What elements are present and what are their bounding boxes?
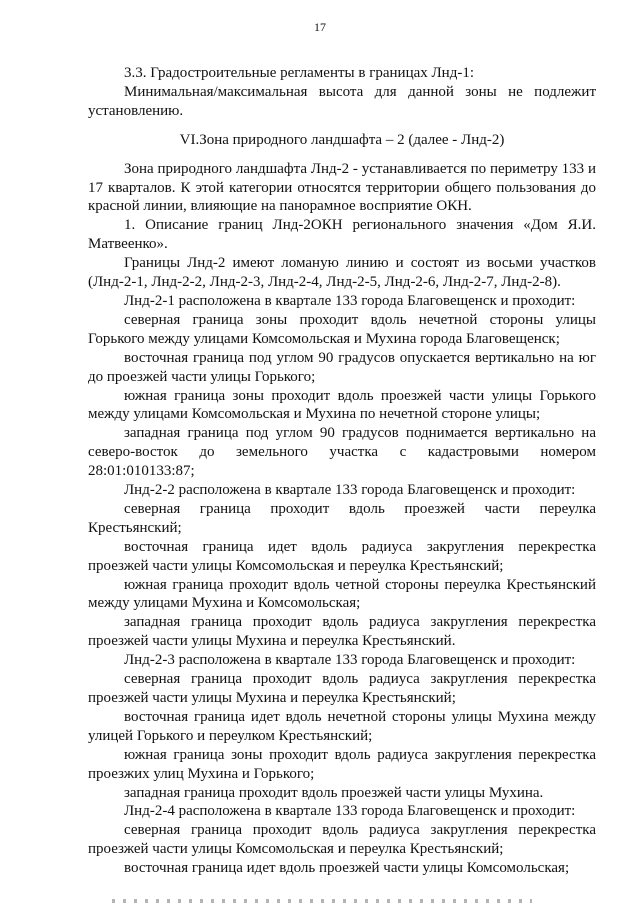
document-body [88, 64, 596, 878]
paragraph-lnd2-3-east: восточная граница идет вдоль нечетной стороны улицы Мухина между улицей Горького и переулком Крестьянский; [88, 708, 596, 744]
paragraph-regulations-lnd1: 3.3. Градостроительные регламенты в границах Лнд-1: [124, 65, 474, 81]
paragraph-lnd2-1-east: восточная граница под углом 90 градусов опускается вертикально на юг до проезжей части улицы Горького; [88, 349, 596, 385]
page-number: 17 [314, 20, 326, 34]
paragraph-boundary-title: 1. Описание границ Лнд-2ОКН регионального значения «Дом Я.И. Матвеенко». [88, 217, 596, 253]
paragraph-lnd2-2-north: северная граница проходит вдоль проезжей части переулка Крестьянский; [88, 500, 596, 536]
paragraph-lnd2-4-north: северная граница проходит вдоль радиуса закругления перекрестка проезжей части улицы Комсомольская и переулка Крестьянский; [88, 822, 596, 858]
paragraph-lnd2-1-south: южная граница зоны проходит вдоль проезжей части улицы Горького между улицами Комсомольская и Мухина по нечетной стороне улицы; [88, 387, 596, 423]
paragraph-lnd2-2-west: западная граница проходит вдоль радиуса закругления перекрестка проезжей части улицы Мухина и переулка Крестьянский. [88, 614, 596, 650]
paragraph-lnd2-1-intro: Лнд-2-1 расположена в квартале 133 города Благовещенск и проходит: [124, 292, 576, 309]
paragraph-lnd2-3-north: северная граница проходит вдоль радиуса закругления перекрестка проезжей части улицы Мухина и переулка Крестьянский; [88, 671, 596, 706]
paragraph-lnd2-2-east: восточная граница идет вдоль радиуса закругления перекрестка проезжей части улицы Комсомольская и переулка Крестьянский; [88, 538, 596, 574]
paragraph-zone-description: Зона природного ландшафта Лнд-2 - устанавливается по периметру 133 и 17 кварталов. К этой категории относятся территории общего пользования до красной линии, влияющие на панорамное восприятие ОКН. [88, 160, 596, 215]
paragraph-lnd2-2-south: южная граница проходит вдоль четной стороны переулка Крестьянский между улицами Мухина и Комсомольская; [88, 576, 596, 612]
paragraph-lnd2-1-west: западная граница под углом 90 градусов поднимается вертикально на северо-восток до земельного участка с кадастровыми номером 28:01:010133:87; [88, 425, 596, 480]
paragraph-lnd2-1-north: северная граница зоны проходит вдоль нечетной стороны улицы Горького между улицами Комсомольская и Мухина города Благовещенск; [88, 311, 596, 347]
paragraph-lnd2-4-east: восточная граница идет вдоль проезжей части улицы Комсомольская; [124, 860, 570, 877]
paragraph-lnd2-3-intro: Лнд-2-3 расположена в квартале 133 города Благовещенск и проходит: [124, 652, 576, 669]
paragraph-lnd2-2-intro: Лнд-2-2 расположена в квартале 133 города Благовещенск и проходит: [124, 482, 576, 499]
paragraph-lnd2-4-intro: Лнд-2-4 расположена в квартале 133 города Благовещенск и проходит: [124, 803, 576, 820]
paragraph-height-limit: Минимальная/максимальная высота для данной зоны не подлежит установлению. [88, 83, 596, 119]
paragraph-lnd2-3-west: западная граница проходит вдоль проезжей части улицы Мухина. [124, 784, 544, 801]
scan-artifact-marks [112, 899, 532, 903]
section-heading-lnd2: VI.Зона природного ландшафта – 2 (далее - Лнд-2) [179, 131, 505, 148]
paragraph-boundaries-overview: Границы Лнд-2 имеют ломаную линию и состоят из восьми участков (Лнд-2-1, Лнд-2-2, Лнд-2-3, Лнд-2-4, Лнд-2-5, Лнд-2-6, Лнд-2-7, Лнд-2-8). [88, 255, 596, 291]
paragraph-lnd2-3-south: южная граница зоны проходит вдоль радиуса закругления перекрестка проезжих улиц Мухина и Горького; [88, 746, 596, 782]
